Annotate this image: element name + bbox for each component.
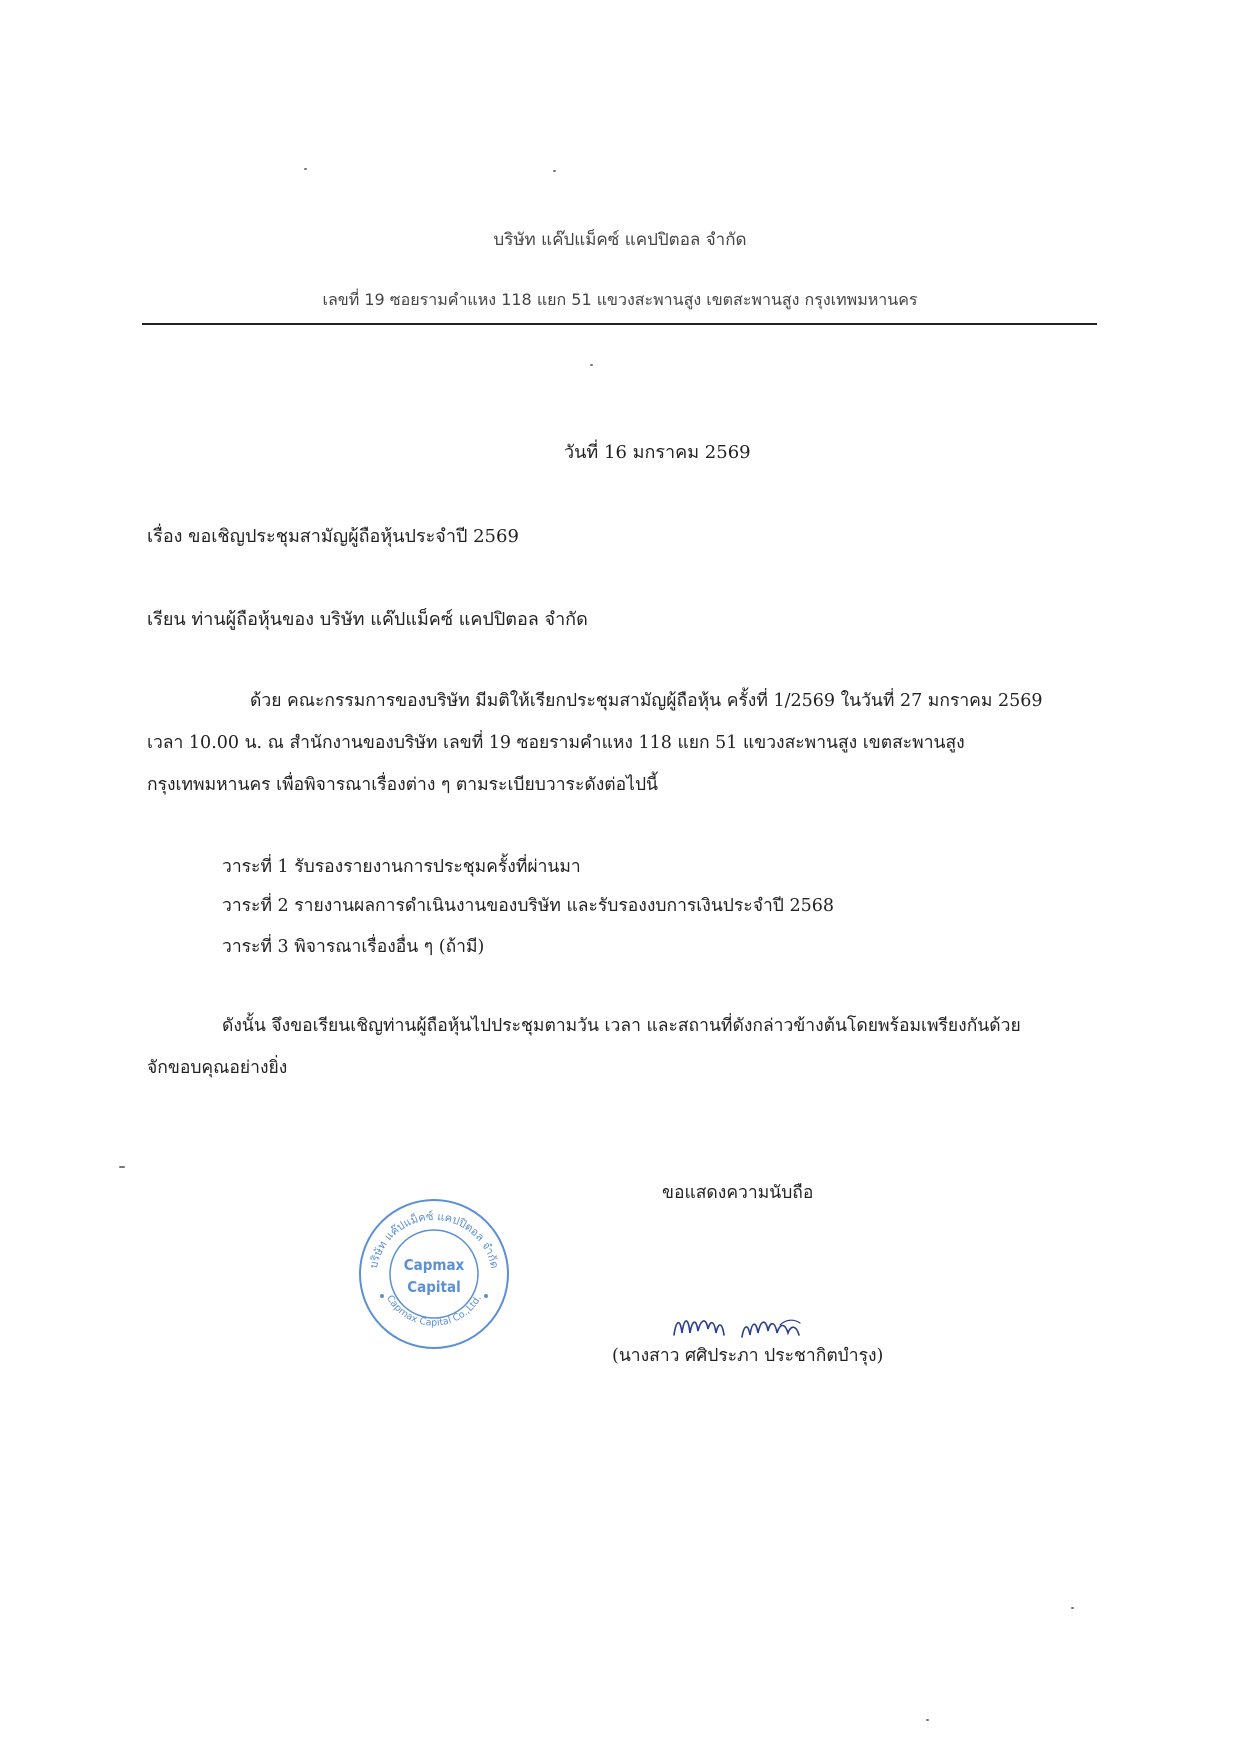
- seal-english-text: Capmax Capital Co.,Ltd.: [384, 1293, 484, 1329]
- scan-speck: [926, 1719, 929, 1721]
- signer-name: (นางสาว ศศิประภา ประชากิตบำรุง): [612, 1346, 884, 1366]
- agenda-item: วาระที่ 1 รับรองรายงานการประชุมครั้งที่ผ่านมา: [222, 857, 581, 877]
- company-address: เลขที่ 19 ซอยรามคำแหง 118 แยก 51 แขวงสะพานสูง เขตสะพานสูง กรุงเทพมหานคร: [322, 290, 918, 309]
- letter-date: วันที่ 16 มกราคม 2569: [564, 442, 751, 463]
- seal-thai-text: บริษัท แค๊ปแม็คซ์ แคปปิตอล จำกัด: [366, 1209, 502, 1270]
- scan-speck: [590, 364, 593, 366]
- header-divider: [142, 323, 1097, 325]
- closing-line: จักขอบคุณอย่างยิ่ง: [147, 1058, 288, 1078]
- scan-speck: [553, 170, 556, 172]
- company-name: บริษัท แค๊ปแม็คซ์ แคปปิตอล จำกัด: [493, 230, 747, 250]
- body-line: กรุงเทพมหานคร เพื่อพิจารณาเรื่องต่าง ๆ ตามระเบียบวาระดังต่อไปนี้: [147, 775, 659, 795]
- seal-center-line-1: Capmax: [403, 1256, 465, 1274]
- scan-speck: [304, 168, 307, 170]
- regards-text: ขอแสดงความนับถือ: [662, 1183, 814, 1203]
- company-seal: [356, 1196, 512, 1352]
- agenda-item: วาระที่ 3 พิจารณาเรื่องอื่น ๆ (ถ้ามี): [222, 937, 485, 957]
- body-line: ด้วย คณะกรรมการของบริษัท มีมติให้เรียกประชุมสามัญผู้ถือหุ้น ครั้งที่ 1/2569 ในวันที่ 27 มกราคม 2569: [250, 691, 1043, 711]
- seal-center-line-2: Capital: [407, 1278, 461, 1296]
- body-line: เวลา 10.00 น. ณ สำนักงานของบริษัท เลขที่ 19 ซอยรามคำแหง 118 แยก 51 แขวงสะพานสูง เขตสะพานสูง: [147, 733, 965, 753]
- letter-recipient: เรียน ท่านผู้ถือหุ้นของ บริษัท แค๊ปแม็คซ์ แคปปิตอล จำกัด: [147, 609, 588, 630]
- scan-speck: [1071, 1607, 1074, 1609]
- svg-text:Capmax Capital Co.,Ltd.: [384, 1293, 484, 1328]
- agenda-item: วาระที่ 2 รายงานผลการดำเนินงานของบริษัท และรับรองงบการเงินประจำปี 2568: [222, 896, 834, 916]
- handwritten-signature: [668, 1303, 818, 1345]
- closing-line: ดังนั้น จึงขอเรียนเชิญท่านผู้ถือหุ้นไปประชุมตามวัน เวลา และสถานที่ดังกล่าวข้างต้นโดยพร้อมเพรียงกันด้วย: [222, 1016, 1021, 1036]
- scan-speck: [119, 1166, 125, 1168]
- letter-subject: เรื่อง ขอเชิญประชุมสามัญผู้ถือหุ้นประจำปี 2569: [147, 526, 519, 547]
